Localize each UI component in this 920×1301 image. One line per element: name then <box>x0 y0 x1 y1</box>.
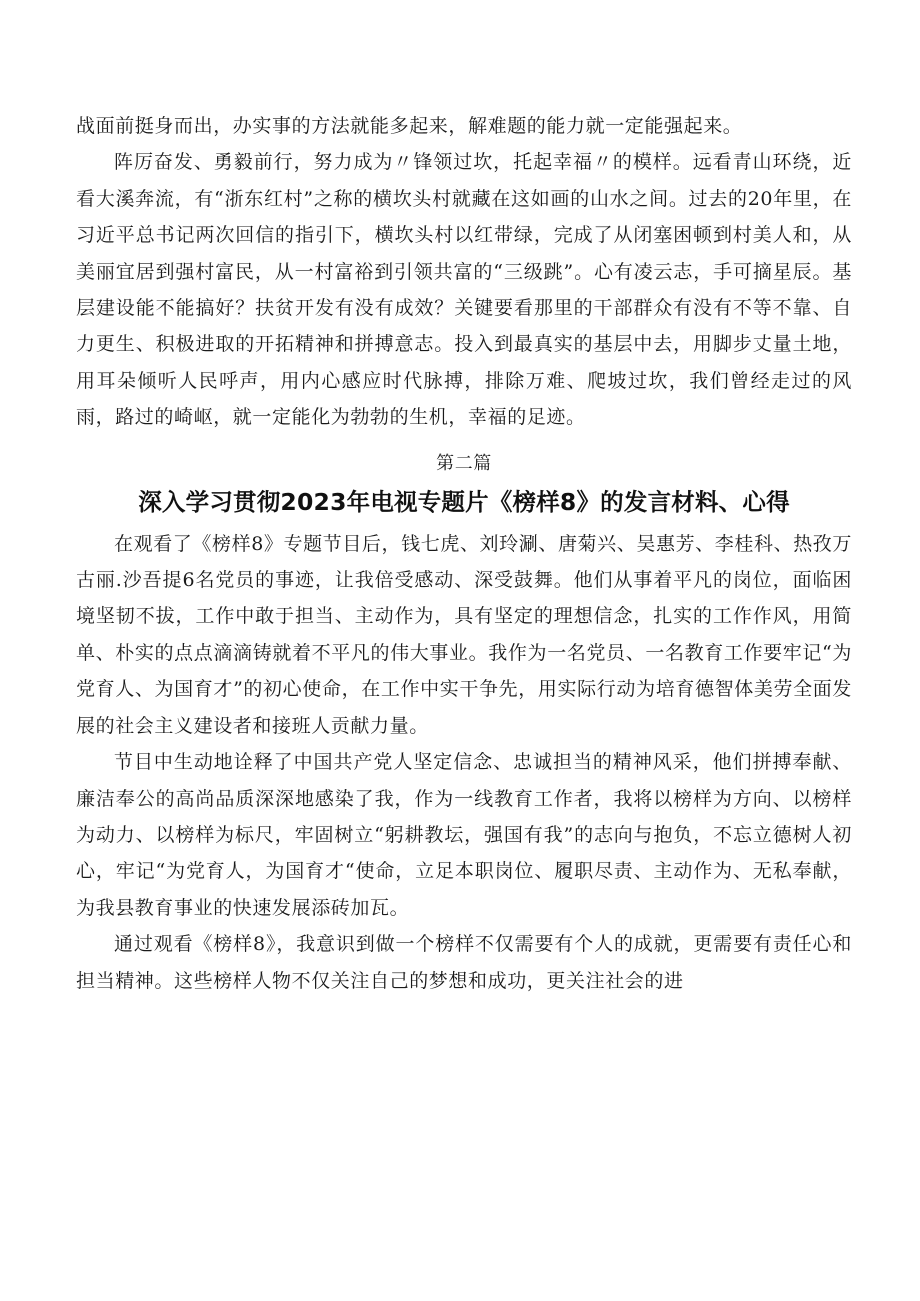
section-label: 第二篇 <box>436 452 492 474</box>
document-title: 深入学习贯彻2023年电视专题片《榜样8》的发言材料、心得 <box>138 487 790 516</box>
paragraph-intro: 在观看了《榜样8》专题节目后，钱七虎、刘玲涮、唐菊兴、吴惠芳、李桂科、热孜万古丽.沙吾提6名党员的事迹，让我倍受感动、深受鼓舞。他们从事着平凡的岗位，面临困境坚韧不拔，工作中敢于担当、主动作为，具有坚定的理想信念，扎实的工作作风，用简单、朴实的点点滴滴铸就着不平凡的伟大事业。我作为一名党员、一名教育工作要牢记“为党育人、为国育才”的初心使命，在工作中实干争先，用实际行动为培育德智体美劳全面发展的社会主义建设者和接班人贡献力量。 <box>76 532 852 737</box>
paragraph-village-example: 阵厉奋发、勇毅前行，努力成为〃锋领过坎，托起幸福〃的模样。远看青山环绕，近看大溪奔流，有“浙东红村”之称的横坎头村就藏在这如画的山水之间。过去的20年里，在习近平总书记两次回信的指引下，横坎头村以红带绿，完成了从闭塞困顿到村美人和，从美丽宜居到强村富民，从一村富裕到引领共富的“三级跳”。心有凌云志，手可摘星辰。基层建设能不能搞好？扶贫开发有没有成效？关键要看那里的干部群众有没有不等不靠、自力更生、积极进取的开拓精神和拼搏意志。投入到最真实的基层中去，用脚步丈量土地，用耳朵倾听人民呼声，用内心感应时代脉搏，排除万难、爬坡过坎，我们曾经走过的风雨，路过的崎岖，就一定能化为勃勃的生机，幸福的足迹。 <box>76 151 852 429</box>
paragraph-continuation: 战面前挺身而出，办实事的方法就能多起来，解难题的能力就一定能强起来。 <box>76 115 743 137</box>
document-page <box>76 108 852 999</box>
paragraph-program-reflection: 节目中生动地诠释了中国共产党人坚定信念、忠诚担当的精神风采，他们拼搏奉献、廉洁奉公的高尚品质深深地感染了我，作为一线教育工作者，我将以榜样为方向、以榜样为动力、以榜样为标尺，牢固树立“躬耕教坛，强国有我”的志向与抱负，不忘立德树人初心，牢记“为党育人，为国育才“使命，立足本职岗位、履职尽责、主动作为、无私奉献，为我县教育事业的快速发展添砖加瓦。 <box>76 751 852 919</box>
paragraph-responsibility: 通过观看《榜样8》，我意识到做一个榜样不仅需要有个人的成就，更需要有责任心和担当精神。这些榜样人物不仅关注自己的梦想和成功，更关注社会的进 <box>76 933 852 992</box>
